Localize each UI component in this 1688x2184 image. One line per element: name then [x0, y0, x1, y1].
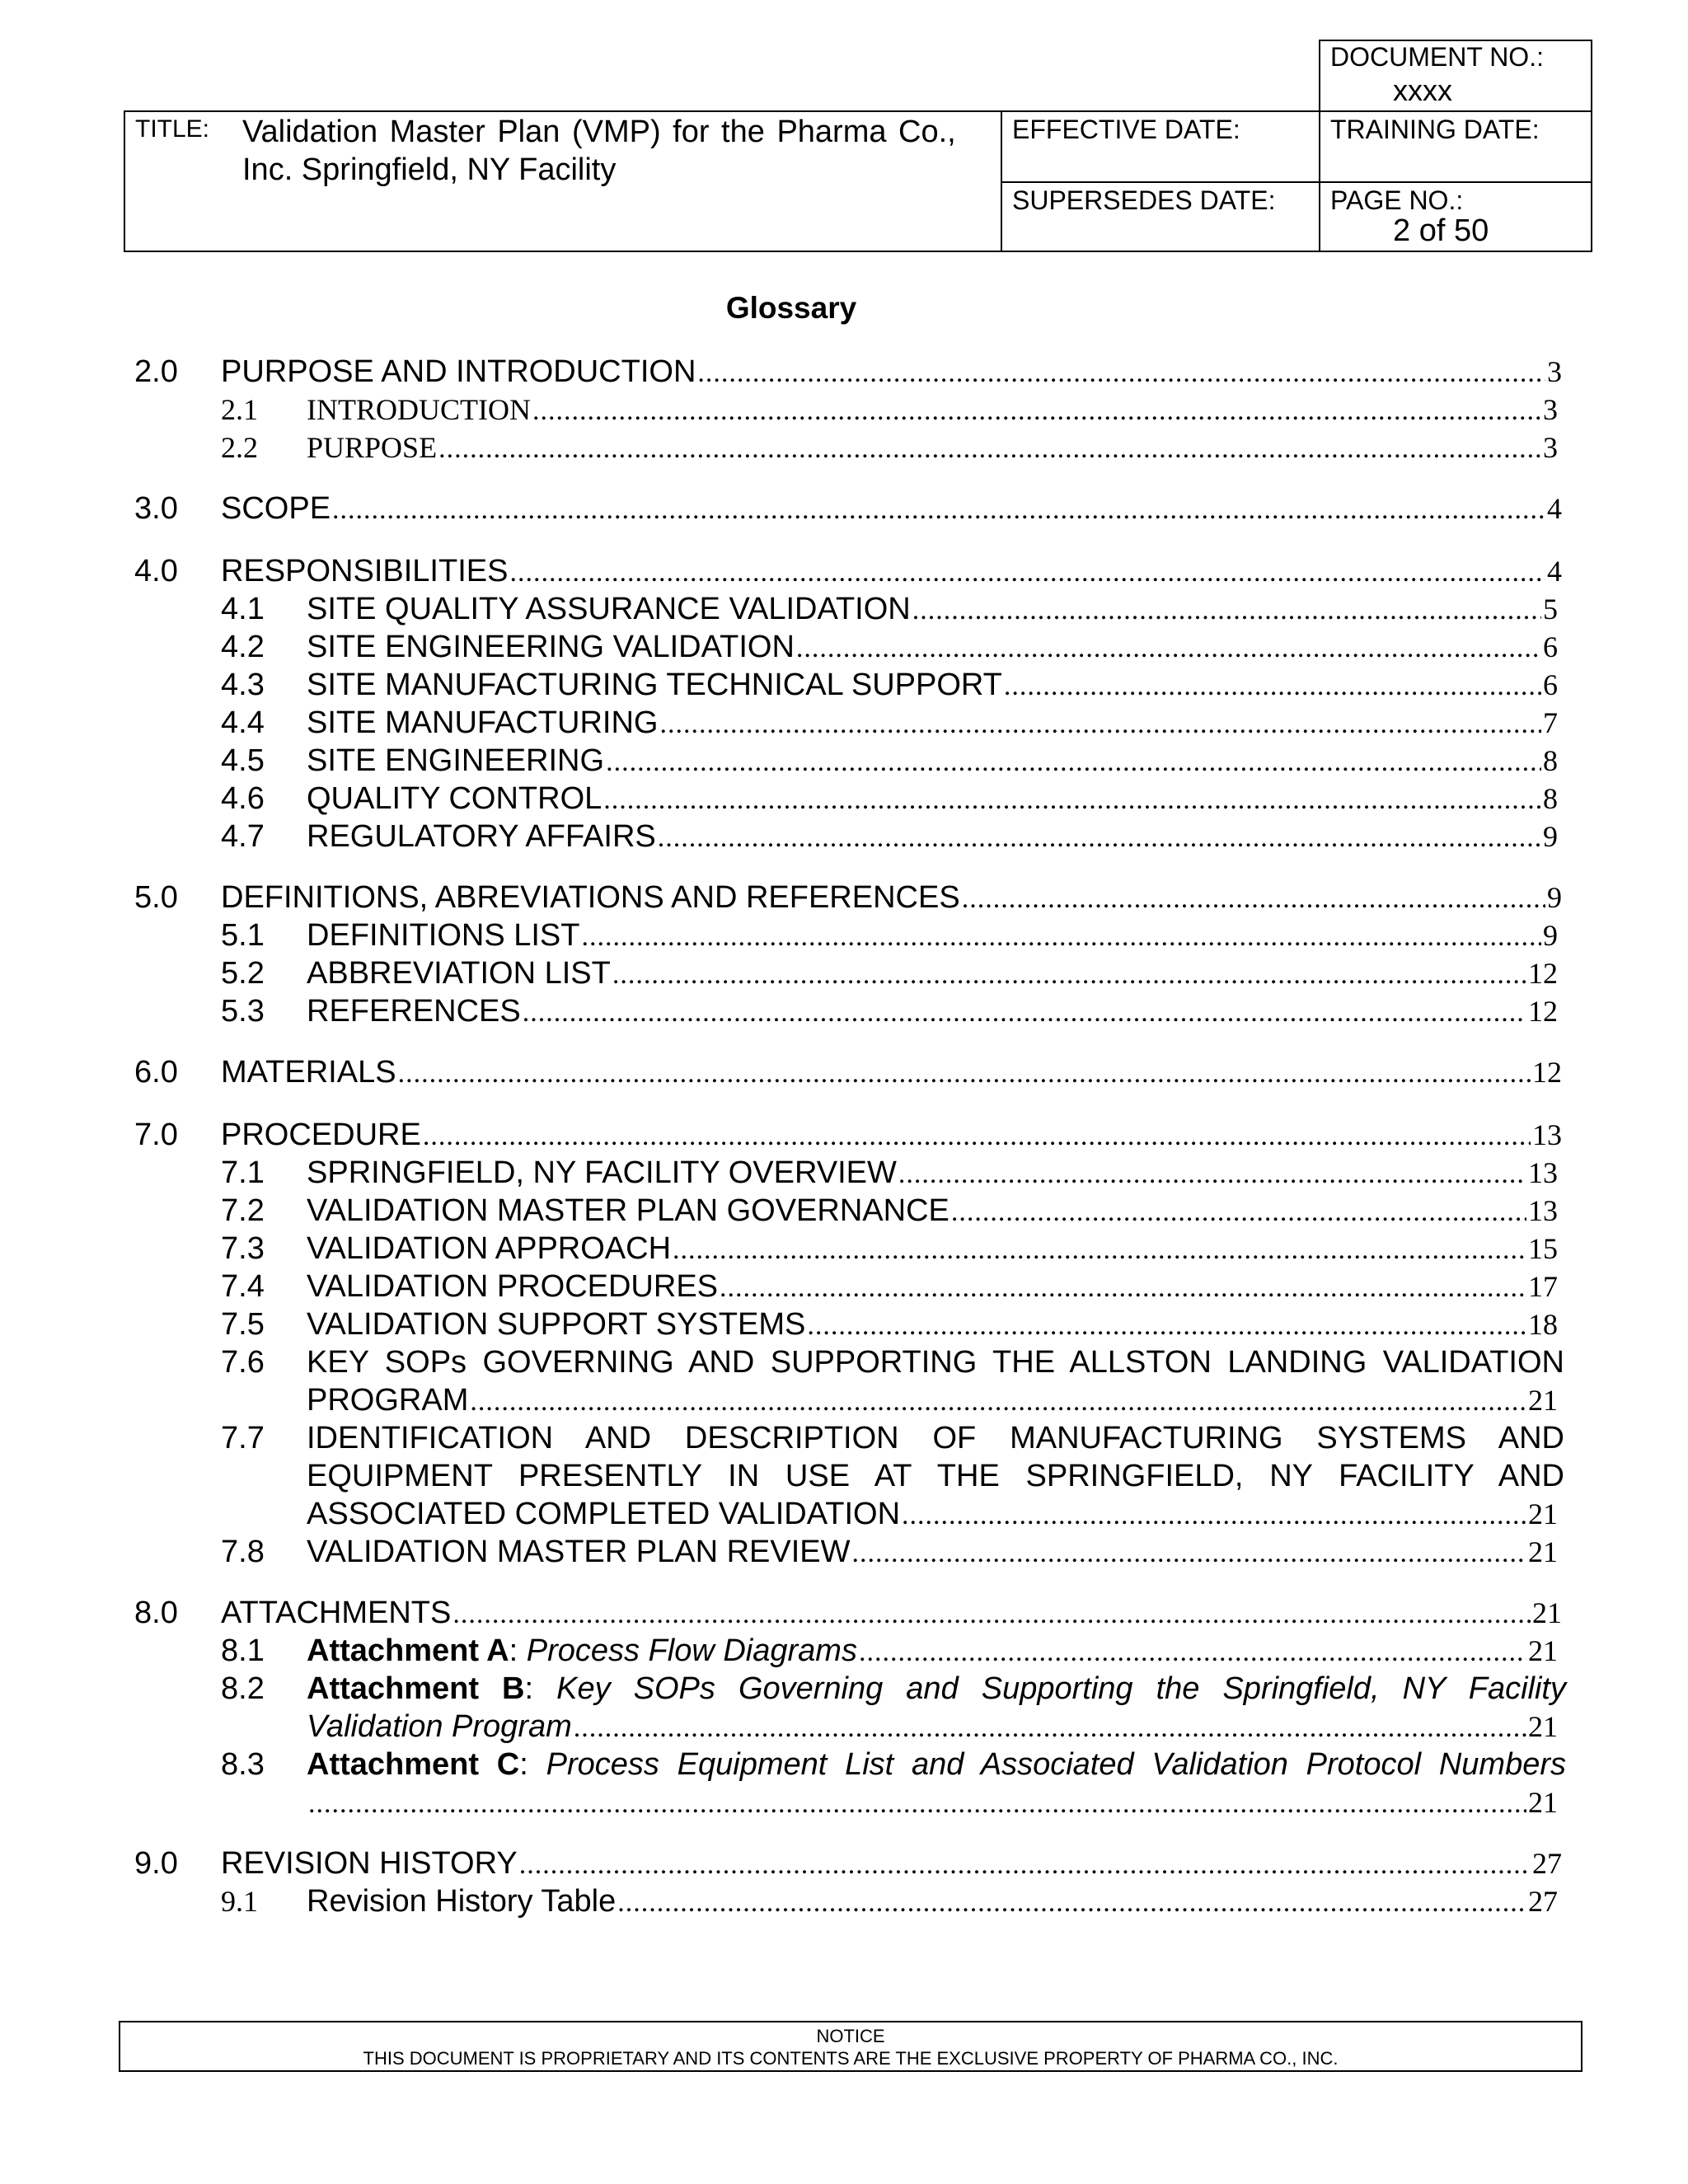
footer-notice-text: THIS DOCUMENT IS PROPRIETARY AND ITS CONTENTS ARE THE EXCLUSIVE PROPERTY OF PHARMA CO., INC. — [363, 2048, 1339, 2069]
toc-entry-4-5[interactable] — [221, 742, 1558, 781]
toc-text: VALIDATION SUPPORT SYSTEMS — [307, 1307, 806, 1342]
toc-leader-dots — [519, 1846, 1531, 1884]
toc-text: PROGRAM — [307, 1383, 469, 1418]
toc-text: Process Flow Diagrams — [526, 1633, 857, 1668]
toc-entry-7-1[interactable] — [221, 1154, 1558, 1193]
toc-leader-dots — [720, 1269, 1526, 1307]
training-date-label: TRAINING DATE: — [1330, 115, 1540, 144]
toc-page: 18 — [1528, 1308, 1558, 1341]
toc-entry-7-2[interactable] — [221, 1192, 1558, 1231]
toc-page: 15 — [1528, 1232, 1558, 1265]
toc-number: 8.1 — [221, 1633, 265, 1668]
toc-page: 5 — [1543, 593, 1558, 626]
toc-page: 8 — [1543, 744, 1558, 777]
toc-number: 4.6 — [221, 781, 265, 816]
toc-page: 21 — [1532, 1596, 1562, 1629]
toc-page: 6 — [1543, 668, 1558, 701]
toc-text: DEFINITIONS, ABREVIATIONS AND REFERENCES — [221, 880, 960, 915]
toc-text: REVISION HISTORY — [221, 1846, 518, 1881]
toc-leader-dots — [859, 1633, 1526, 1671]
toc-entry-4-2[interactable] — [221, 628, 1558, 668]
toc-leader-dots — [659, 705, 1541, 743]
toc-leader-dots — [673, 1231, 1526, 1269]
toc-entry-7-0[interactable] — [134, 1116, 1562, 1155]
toc-number: 4.0 — [134, 554, 178, 588]
toc-entry-5-1[interactable] — [221, 916, 1558, 956]
toc-leader-dots — [308, 1785, 1526, 1823]
toc-text: VALIDATION MASTER PLAN GOVERNANCE — [307, 1193, 950, 1228]
toc-entry-3-0[interactable] — [134, 490, 1562, 529]
toc-page: 9 — [1543, 919, 1558, 952]
toc-entry-2-2[interactable] — [221, 429, 1558, 468]
toc-text: Revision History Table — [307, 1884, 617, 1919]
toc-number: 4.4 — [221, 705, 265, 740]
toc-text: Validation Program — [307, 1709, 572, 1744]
toc-leader-dots — [951, 1193, 1526, 1231]
toc-number: 7.4 — [221, 1269, 265, 1304]
toc-text: REGULATORY AFFAIRS — [307, 819, 656, 854]
toc-entry-5-3[interactable] — [221, 992, 1558, 1032]
toc-entry-4-6[interactable] — [221, 780, 1558, 819]
toc-text: SITE QUALITY ASSURANCE VALIDATION — [307, 592, 911, 626]
toc-number: 2.0 — [134, 354, 178, 389]
toc-leader-dots — [438, 430, 1541, 468]
toc-text-line-3 — [307, 1495, 1558, 1535]
toc-entry-4-1[interactable] — [221, 590, 1558, 630]
toc-leader-dots — [603, 781, 1541, 819]
toc-leader-dots — [532, 392, 1541, 430]
toc-number: 5.2 — [221, 956, 265, 991]
toc-leader-dots — [332, 491, 1545, 529]
toc-page: 7 — [1543, 706, 1558, 739]
toc-page: 12 — [1528, 995, 1558, 1028]
toc-leader-dots — [807, 1307, 1526, 1345]
toc-entry-7-4[interactable] — [221, 1268, 1558, 1307]
toc-page: 27 — [1528, 1885, 1558, 1918]
toc-page: 6 — [1543, 630, 1558, 663]
toc-leader-dots — [852, 1535, 1527, 1572]
toc-page: 21 — [1528, 1786, 1558, 1819]
toc-number: 3.0 — [134, 491, 178, 526]
toc-number: 4.5 — [221, 743, 265, 778]
toc-entry-2-0[interactable] — [134, 353, 1562, 392]
toc-number: 4.7 — [221, 819, 265, 854]
toc-number: 4.2 — [221, 630, 265, 664]
toc-leader-dots — [509, 554, 1545, 592]
toc-entry-4-7[interactable] — [221, 818, 1558, 857]
toc-text: ATTACHMENTS — [221, 1596, 452, 1630]
toc-page: 21 — [1528, 1497, 1558, 1530]
toc-leader-dots — [796, 630, 1541, 668]
document-header-table — [124, 40, 1592, 252]
effective-date-label: EFFECTIVE DATE: — [1012, 115, 1240, 144]
toc-text-line-1: KEY SOPs GOVERNING AND SUPPORTING THE ALLSTON LANDING VALIDATION — [307, 1345, 1564, 1380]
toc-page: 27 — [1532, 1847, 1562, 1880]
toc-entry-7-5[interactable] — [221, 1305, 1558, 1345]
toc-entry-7-3[interactable] — [221, 1230, 1558, 1269]
toc-text: ASSOCIATED COMPLETED VALIDATION — [307, 1497, 901, 1531]
toc-page: 12 — [1528, 957, 1558, 990]
toc-number: 5.0 — [134, 880, 178, 915]
toc-leader-dots — [1004, 668, 1541, 705]
toc-text: Process Equipment List and Associated Validation Protocol Numbers — [546, 1747, 1567, 1782]
toc-leader-dots — [452, 1596, 1531, 1633]
toc-number: 8.2 — [221, 1671, 265, 1706]
toc-entry-8-0[interactable] — [134, 1594, 1562, 1633]
toc-text: VALIDATION PROCEDURES — [307, 1269, 719, 1304]
glossary-title: Glossary — [725, 291, 857, 325]
document-no-value: xxxx — [1393, 73, 1452, 107]
toc-separator: : — [524, 1671, 557, 1706]
toc-leader-dots — [423, 1118, 1531, 1155]
toc-page: 21 — [1528, 1384, 1558, 1417]
toc-number: 7.1 — [221, 1155, 265, 1190]
toc-entry-4-0[interactable] — [134, 552, 1562, 592]
page-no-value: 2 of 50 — [1393, 213, 1489, 248]
toc-entry-5-0[interactable] — [134, 879, 1562, 918]
toc-number: 7.2 — [221, 1193, 265, 1228]
toc-text: REFERENCES — [307, 994, 521, 1029]
toc-text: SCOPE — [221, 491, 331, 526]
toc-page: 4 — [1547, 555, 1562, 588]
toc-number: 5.1 — [221, 918, 265, 953]
toc-leader-dots — [581, 918, 1541, 956]
toc-attachment-label: Attachment A — [307, 1633, 509, 1668]
toc-text: QUALITY CONTROL — [307, 781, 603, 816]
toc-entry-9-0[interactable] — [134, 1844, 1562, 1884]
toc-number: 2.1 — [221, 393, 258, 426]
title-line-2: Inc. Springfield, NY Facility — [242, 152, 617, 187]
toc-text: PURPOSE — [307, 431, 438, 464]
toc-text: VALIDATION APPROACH — [307, 1231, 672, 1266]
toc-page: 3 — [1543, 431, 1558, 464]
toc-entry-6-0[interactable] — [134, 1053, 1562, 1093]
toc-leader-dots — [574, 1709, 1526, 1747]
toc-leader-dots — [912, 592, 1541, 630]
document-no-label: DOCUMENT NO.: — [1330, 42, 1544, 72]
toc-page: 21 — [1528, 1535, 1558, 1568]
toc-leader-dots — [617, 1884, 1526, 1922]
toc-text: PURPOSE AND INTRODUCTION — [221, 354, 696, 389]
toc-entry-8-1[interactable] — [221, 1632, 1558, 1671]
toc-page: 21 — [1528, 1710, 1558, 1743]
toc-text: SITE MANUFACTURING — [307, 705, 659, 740]
toc-leader-dots — [612, 956, 1526, 994]
toc-text-line-1: IDENTIFICATION AND DESCRIPTION OF MANUFACTURING SYSTEMS AND — [307, 1421, 1564, 1455]
toc-page: 3 — [1547, 355, 1562, 388]
page-no-label: PAGE NO.: — [1330, 185, 1464, 215]
toc-number: 4.1 — [221, 592, 265, 626]
toc-separator: : — [519, 1747, 546, 1782]
toc-leader-dots — [523, 994, 1526, 1032]
toc-leader-dots — [697, 354, 1545, 392]
toc-leader-dots — [606, 743, 1541, 781]
toc-text: DEFINITIONS LIST — [307, 918, 580, 953]
toc-number: 8.3 — [221, 1747, 265, 1782]
toc-page: 9 — [1547, 881, 1562, 914]
toc-entry-7-8[interactable] — [221, 1533, 1558, 1572]
footer-notice-heading: NOTICE — [816, 2026, 885, 2046]
toc-text: INTRODUCTION — [307, 393, 531, 426]
toc-page: 13 — [1528, 1194, 1558, 1227]
toc-text-line-2: EQUIPMENT PRESENTLY IN USE AT THE SPRINGFIELD, NY FACILITY AND — [307, 1459, 1564, 1493]
toc-entry-5-2[interactable] — [221, 954, 1558, 994]
toc-text: Key SOPs Governing and Supporting the Springfield, NY Facility — [556, 1671, 1566, 1706]
toc-entry-2-1[interactable] — [221, 391, 1558, 430]
toc-text: PROCEDURE — [221, 1118, 421, 1152]
toc-number: 5.3 — [221, 994, 265, 1029]
toc-text: RESPONSIBILITIES — [221, 554, 509, 588]
toc-text-line-2 — [307, 1708, 1558, 1747]
toc-number: 9.1 — [221, 1885, 258, 1918]
toc-text-line-1 — [307, 1670, 1566, 1708]
toc-text-line-1 — [307, 1746, 1566, 1783]
toc-number: 6.0 — [134, 1055, 178, 1090]
toc-attachment-label: Attachment C — [307, 1747, 520, 1782]
toc-page: 3 — [1543, 393, 1558, 426]
toc-leader-dots — [962, 880, 1545, 918]
toc-page: 12 — [1532, 1056, 1562, 1089]
toc-leader-dots — [658, 819, 1541, 857]
toc-number: 7.7 — [221, 1421, 265, 1455]
toc-number: 8.0 — [134, 1596, 178, 1630]
title-line-1: Validation Master Plan (VMP) for the Pharma Co., — [242, 115, 956, 149]
toc-page: 4 — [1547, 492, 1562, 525]
toc-entry-4-3[interactable] — [221, 666, 1558, 705]
toc-number: 9.0 — [134, 1846, 178, 1881]
toc-leader-dots — [470, 1383, 1526, 1421]
toc-page: 8 — [1543, 782, 1558, 815]
toc-page: 17 — [1528, 1270, 1558, 1303]
toc-text: SPRINGFIELD, NY FACILITY OVERVIEW — [307, 1155, 897, 1190]
toc-text-line-2 — [307, 1381, 1558, 1421]
toc-text: ABBREVIATION LIST — [307, 956, 611, 991]
toc-text: SITE ENGINEERING — [307, 743, 605, 778]
toc-attachment-label: Attachment B — [307, 1671, 525, 1706]
toc-number: 7.3 — [221, 1231, 265, 1266]
toc-number: 7.8 — [221, 1535, 265, 1569]
toc-number: 7.0 — [134, 1118, 178, 1152]
toc-number: 7.6 — [221, 1345, 265, 1380]
toc-number: 4.3 — [221, 668, 265, 702]
toc-entry-4-4[interactable] — [221, 704, 1558, 743]
toc-page: 21 — [1528, 1634, 1558, 1667]
toc-number: 7.5 — [221, 1307, 265, 1342]
toc-leader-dots — [902, 1497, 1526, 1535]
title-label: TITLE: — [135, 115, 210, 143]
supersedes-date-label: SUPERSEDES DATE: — [1012, 185, 1276, 215]
toc-separator: : — [509, 1633, 527, 1668]
toc-text: SITE ENGINEERING VALIDATION — [307, 630, 795, 664]
toc-page: 13 — [1528, 1156, 1558, 1189]
toc-entry-9-1[interactable] — [221, 1882, 1558, 1922]
toc-leader-dots — [898, 1155, 1526, 1193]
toc-text: VALIDATION MASTER PLAN REVIEW — [307, 1535, 851, 1569]
toc-page: 9 — [1543, 820, 1558, 853]
toc-number: 2.2 — [221, 431, 258, 464]
proprietary-notice-footer — [119, 2021, 1582, 2072]
toc-text-line-2 — [307, 1783, 1558, 1823]
toc-text: SITE MANUFACTURING TECHNICAL SUPPORT — [307, 668, 1002, 702]
toc-text: MATERIALS — [221, 1055, 396, 1090]
toc-page: 13 — [1532, 1118, 1562, 1151]
toc-leader-dots — [398, 1055, 1531, 1093]
